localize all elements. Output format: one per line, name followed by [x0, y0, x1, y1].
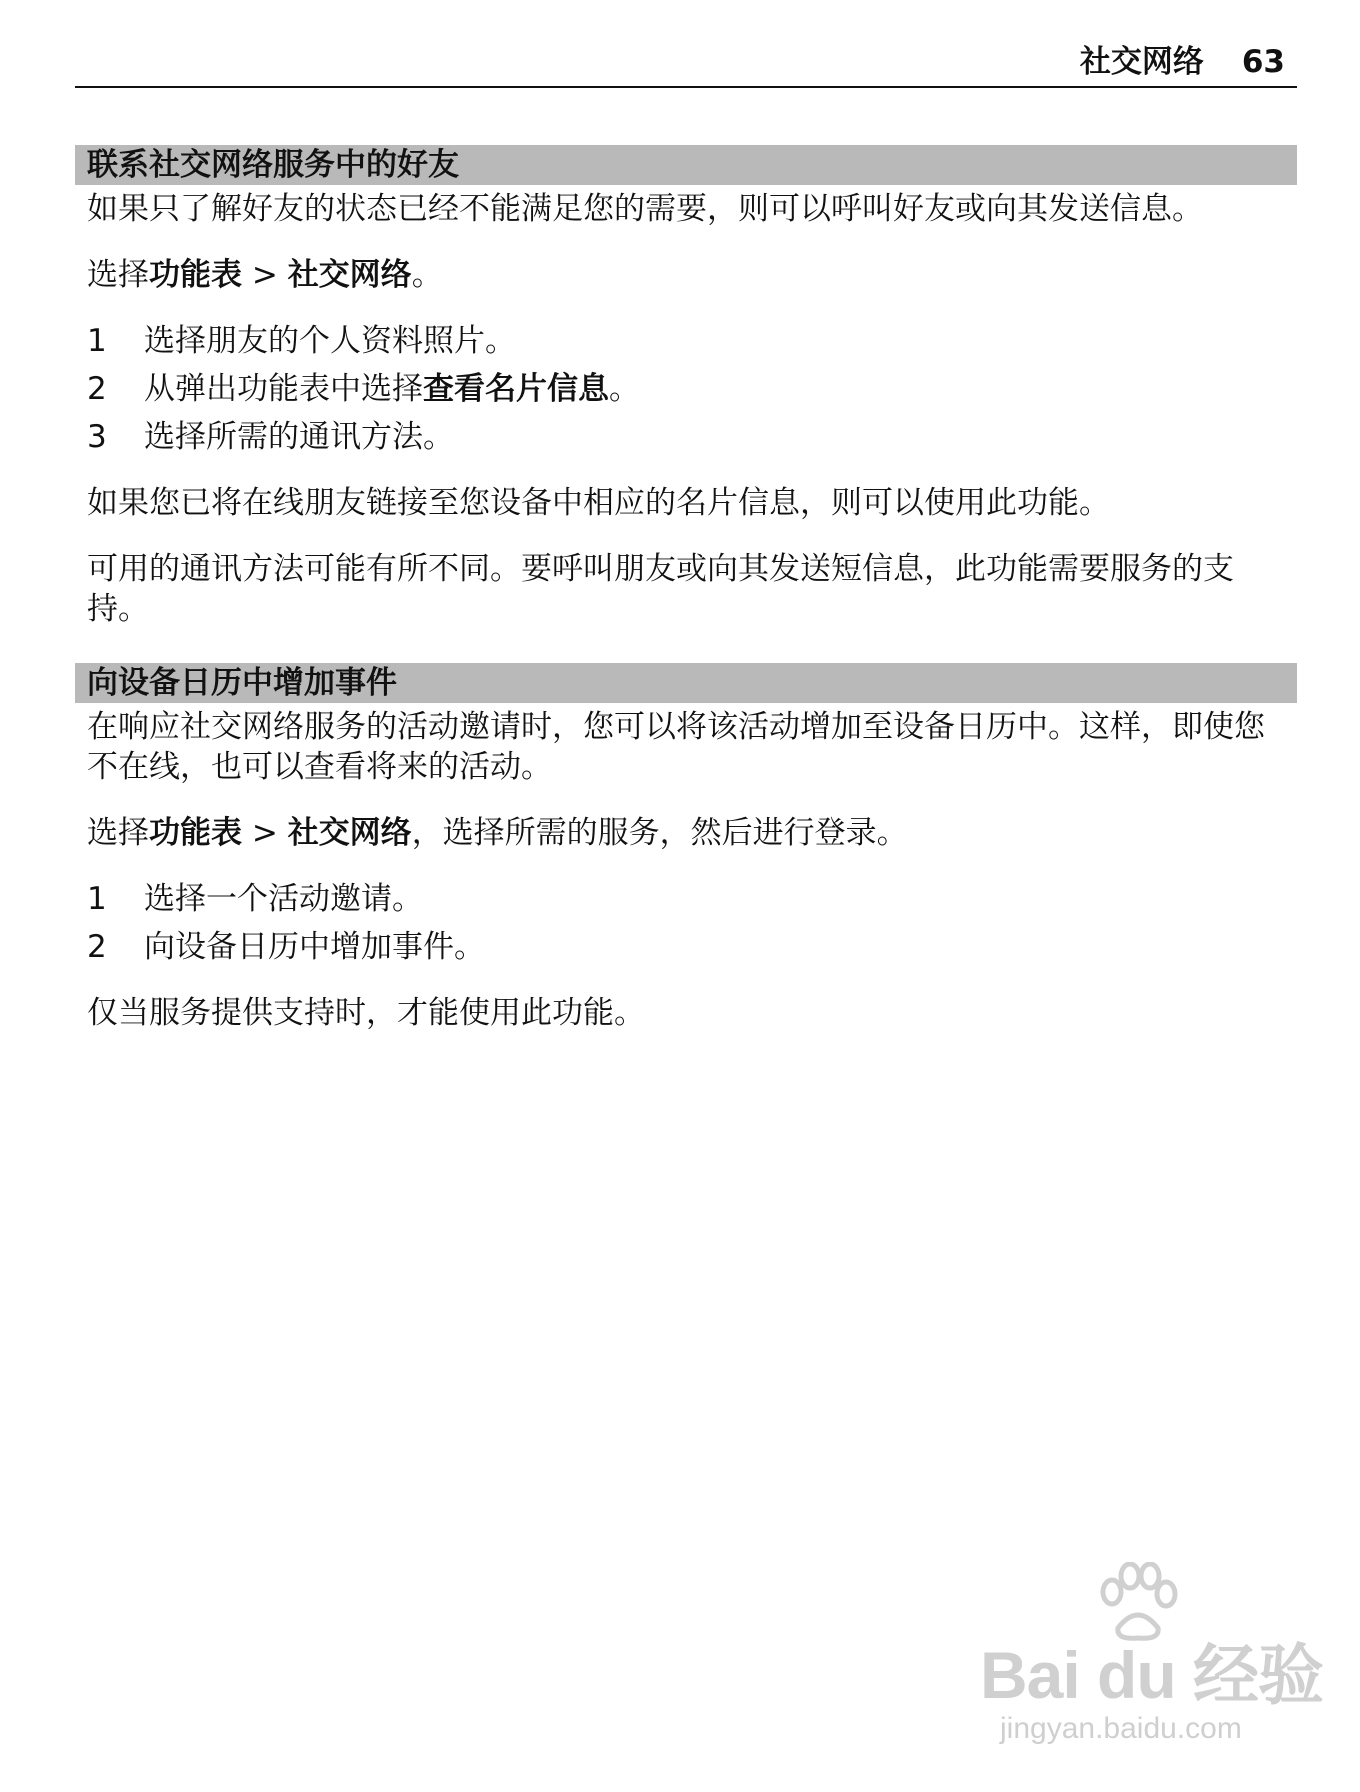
path-target: 社交网络 — [287, 815, 412, 851]
path-target: 社交网络 — [287, 257, 412, 293]
section1-steps — [75, 321, 1297, 457]
section1-intro: 如果只了解好友的状态已经不能满足您的需要，则可以呼叫好友或向其发送信息。 — [87, 191, 1203, 227]
step-text-end: 。 — [609, 371, 640, 407]
step-text: 向设备日历中增加事件。 — [144, 929, 485, 965]
step-text: 从弹出功能表中选择 — [144, 371, 423, 407]
path-menu: 功能表 — [149, 815, 242, 851]
running-header — [1080, 42, 1285, 82]
path-suffix: ，选择所需的服务，然后进行登录。 — [411, 815, 908, 851]
section-heading-contact-friends: 联系社交网络服务中的好友 — [75, 145, 1297, 185]
path-menu: 功能表 — [149, 257, 242, 293]
list-item — [87, 879, 1297, 919]
section2-note: 仅当服务提供支持时，才能使用此功能。 — [87, 995, 645, 1031]
list-item — [87, 321, 1297, 361]
section1-menu-path — [75, 255, 1297, 295]
path-prefix: 选择 — [87, 257, 149, 293]
section2-menu-path — [75, 813, 1297, 853]
page-content — [75, 145, 1297, 1033]
section1-note-2: 可用的通讯方法可能有所不同。要呼叫朋友或向其发送短信息，此功能需要服务的支持。 — [87, 551, 1234, 627]
path-prefix: 选择 — [87, 815, 149, 851]
section1-note-1: 如果您已将在线朋友链接至您设备中相应的名片信息，则可以使用此功能。 — [87, 485, 1110, 521]
path-suffix: 。 — [411, 257, 443, 293]
page-header — [75, 40, 1297, 88]
step-number: 3 — [87, 419, 107, 455]
path-separator: > — [242, 815, 288, 851]
path-separator: > — [242, 257, 288, 293]
watermark-url: jingyan.baidu.com — [1000, 1712, 1242, 1745]
list-item — [87, 927, 1297, 967]
list-item — [87, 417, 1297, 457]
step-number: 2 — [87, 929, 107, 965]
step-bold-text: 查看名片信息 — [423, 371, 609, 407]
page-number: 63 — [1241, 44, 1285, 80]
step-number: 2 — [87, 371, 107, 407]
chapter-title: 社交网络 — [1079, 44, 1204, 80]
step-text: 选择一个活动邀请。 — [144, 881, 423, 917]
step-number: 1 — [87, 881, 107, 917]
step-number: 1 — [87, 323, 107, 359]
section-heading-add-event: 向设备日历中增加事件 — [75, 663, 1297, 703]
baidu-watermark — [980, 1562, 1324, 1752]
section2-intro: 在响应社交网络服务的活动邀请时，您可以将该活动增加至设备日历中。这样，即使您不在线，也可以查看将来的活动。 — [87, 709, 1265, 785]
step-text: 选择朋友的个人资料照片。 — [144, 323, 516, 359]
watermark-logo: Bai du 经验 — [980, 1638, 1324, 1712]
step-text: 选择所需的通讯方法。 — [144, 419, 454, 455]
section2-steps — [75, 879, 1297, 967]
list-item — [87, 369, 1297, 409]
